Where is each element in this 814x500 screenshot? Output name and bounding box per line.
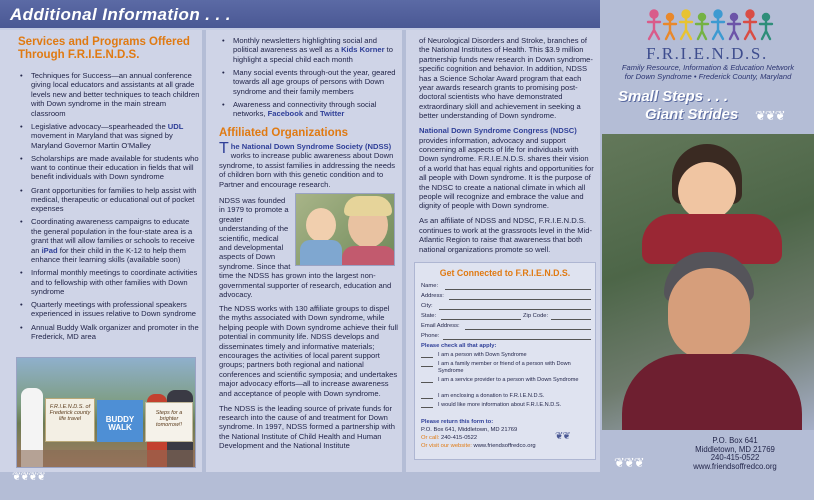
option-label: I am a family member or friend of a person with Down Syndrome: [438, 361, 571, 374]
address-line-1: P.O. Box 641: [712, 436, 758, 445]
services-heading: Services and Programs Offered Through F.R.I.E.N.D.S.: [18, 36, 190, 61]
return-address: P.O. Box 641, Middletown, MD 21769: [421, 427, 518, 433]
website-link[interactable]: www.friendsoffredco.org: [693, 461, 777, 471]
ndsc-text: provides information, advocacy and support concerning all aspects of life for individuals with Down syndrome. F.R.I.E.N.D.S. shares their vision of a world that has equal rights and opportunities for all people with Down syndrome. It is the purpose of the NDSC to create a national climate in which all people will recognize and embrace the value and dignity of people with Down syndrome.: [419, 135, 594, 211]
address-line-2: Middletown, MD 21769: [695, 444, 775, 454]
call-label: Or call:: [421, 435, 440, 441]
checkbox-option[interactable]: [421, 377, 583, 384]
list-item: • Legislative advocacy—spearheaded the UDL movement in Maryland that was signed by Maryland Governor Martin O’Malley: [18, 122, 200, 150]
woman-hair: [344, 196, 392, 216]
phone-label: Phone:: [421, 333, 440, 339]
ndss-name: he National Down Syndrome Society (NDSS): [230, 142, 392, 151]
services-column: [18, 36, 200, 345]
nih-para: of Neurological Disorders and Stroke, branches of the National Institutes of Health. This $3.9 million partnership funds new research in Down syndrome-specific cognition and behavior. In addition, NDSS has a Science Scholar Award program that each year awards research grants to promising post-doctoral scientists who have demonstrated extraordinary skill and achievement in seeking a better understanding of Down syndrome.: [419, 36, 593, 121]
name-field[interactable]: [445, 289, 591, 290]
brand-tagline: [606, 63, 810, 81]
affiliated-heading: Affiliated Organizations: [219, 127, 349, 139]
visit-line: [421, 443, 536, 450]
address-label: Address:: [421, 293, 444, 299]
footprints-icon: ❦❦❦: [614, 455, 644, 470]
list-item: • Many social events through-out the year, geared towards all age groups of persons with Down syndrome and their family members: [220, 68, 398, 96]
woman-shirt: [342, 246, 395, 266]
return-heading: Please return this form to:: [421, 419, 494, 425]
footprints-icon: ❦❦❦❦: [12, 471, 45, 483]
option-label: I would like more information about F.R.I.E.N.D.S.: [438, 402, 562, 408]
email-label: Email Address:: [421, 323, 460, 329]
website-link[interactable]: www.friendsoffredco.org: [473, 443, 536, 449]
ndsc-para: [419, 126, 597, 211]
ndss-para-3: The NDSS is the leading source of private funds for research into the cause of and treatment for Down syndrome. In 1997, NDSS formed a partnership with the National Institute of Child Health and Human Development and the National Institute: [219, 403, 396, 451]
list-item: • Awareness and connectivity through social networks, Facebook and Twitter: [220, 100, 398, 119]
city-label: City:: [421, 303, 433, 309]
ground: [17, 450, 196, 468]
call-number: 240-415-0522: [440, 435, 478, 441]
ndss-para-2: The NDSS works with 130 affiliate groups to dispel the myths associated with Down syndrome, while helping people with Down syndrome achieve their full potential in community life. NDSS develops and disseminates timely and informative materials; encourages the activities of local parent support groups; partners both regional and national conferences and scientific symposia; and undertakes major advocacy efforts—all to increase awareness and acceptance of people with Down syndrome.: [219, 304, 398, 398]
father-face: [668, 268, 750, 360]
dropcap: T: [219, 140, 229, 157]
footprints-icon: ❦❦❦: [755, 108, 785, 123]
list-item: • Scholarships are made available for students who want to continue their education in fields that will benefit individuals with Down syndrome: [18, 154, 200, 182]
affiliate-para: As an affiliate of NDSS and NDSC, F.R.I.E.N.D.S. continues to work at the grassroots level in the Mid-Atlantic Region to raise that awareness that both national organizations promote so well.: [419, 216, 593, 254]
father-shirt: [622, 354, 802, 430]
family-photo: [295, 193, 395, 266]
list-item: • Informal monthly meetings to coordinate activities and to fellowship with other families with Down syndrome: [18, 268, 200, 296]
zip-field[interactable]: [551, 319, 591, 320]
friends-banner-text: F.R.I.E.N.D.S. of Frederick county life travel: [49, 404, 91, 422]
call-line: [421, 435, 477, 442]
buddy-walk-text: BUDDY WALK: [105, 415, 135, 432]
social-list: [220, 36, 398, 119]
checkbox-option[interactable]: [421, 402, 583, 409]
tagline-line-2: for Down Syndrome • Frederick County, Maryland: [624, 72, 792, 82]
email-field[interactable]: [465, 329, 591, 330]
right-column: [419, 36, 597, 259]
option-label: I am a person with Down Syndrome: [438, 352, 527, 358]
middle-column: [220, 36, 398, 122]
option-label: I am enclosing a donation to F.R.I.E.N.D.S.: [438, 393, 545, 399]
buddy-walk-photo: [16, 357, 196, 468]
ndsc-name: National Down Syndrome Congress (NDSC): [419, 126, 577, 136]
state-field[interactable]: [441, 319, 521, 320]
option-label: I am a service provider to a person with Down Syndrome: [438, 377, 579, 383]
tagline-line-1: Family Resource, Information & Education Network: [621, 63, 795, 72]
list-item: • Coordinating awareness campaigns to educate the general population in the four-state area is a grant that will allow families or schools to receive an iPad for their child in the K-12 to help them enhance their learning skills (available soon): [18, 217, 200, 264]
visit-label: Or visit our website:: [421, 443, 472, 449]
services-list: [18, 71, 200, 341]
footprints-icon: ❦❦: [555, 431, 570, 442]
list-item: • Quarterly meetings with professional speakers experienced in issues relative to Down syndrome: [18, 300, 200, 319]
father-child-photo: [602, 134, 814, 430]
header-bar: [0, 0, 600, 30]
phone-field[interactable]: [443, 339, 591, 340]
state-label: State:: [421, 313, 437, 319]
phone-number: 240-415-0522: [710, 453, 760, 463]
zip-label: Zip Code:: [523, 313, 549, 319]
slogan-line-1: Small Steps . . .: [618, 88, 729, 105]
checkbox-option[interactable]: [421, 393, 583, 400]
ndss-paragraphs: [219, 304, 399, 456]
list-item: • Annual Buddy Walk organizer and promoter in the Frederick, MD area: [18, 323, 200, 342]
name-label: Name:: [421, 283, 439, 289]
city-field[interactable]: [439, 309, 591, 310]
child-face: [306, 208, 336, 242]
contact-address: [660, 437, 810, 471]
child-shirt: [300, 240, 342, 266]
checkbox-option[interactable]: [421, 352, 583, 359]
friends-logo-people-icon: [646, 8, 774, 42]
address-field[interactable]: [449, 299, 591, 300]
slogan-line-2: Giant Strides: [645, 106, 739, 123]
brand-name: F.R.I.E.N.D.S.: [646, 44, 768, 63]
child-face: [678, 162, 736, 220]
list-item: • Techniques for Success—an annual conference giving local educators and assistants at all grade levels new and better techniques to teach children with Down syndrome in the main stream classroom: [18, 71, 200, 118]
check-heading: Please check all that apply:: [421, 343, 497, 349]
list-item: • Monthly newsletters highlighting social and political awareness as well as a Kids Korner to highlight a special child each month: [220, 36, 398, 64]
page-title: Additional Information . . .: [10, 5, 231, 24]
steps-banner-text: Steps for a brighter tomorrow!!: [155, 410, 183, 428]
ndss-intro: [219, 142, 399, 189]
ndss-founded-text: NDSS was founded in 1979 to promote a greater understanding of the scientific, medical and developmental aspects of Down syndrome. Since that time the NDSS has grown into the largest non-governmental supporter of research, education and advocacy.: [219, 196, 392, 300]
contact-form: [414, 262, 596, 460]
list-item: • Grant opportunities for families to help assist with medical, therapeutic or educational out of pocket expenses: [18, 186, 200, 214]
checkbox-option[interactable]: [421, 361, 583, 374]
form-title: Get Connected to F.R.I.E.N.D.S.: [439, 268, 571, 278]
ndss-intro-text: works to increase public awareness about Down syndrome, to assist families in addressing the needs of children born with this genetic condition and to Partner and encourage research.: [219, 151, 396, 189]
